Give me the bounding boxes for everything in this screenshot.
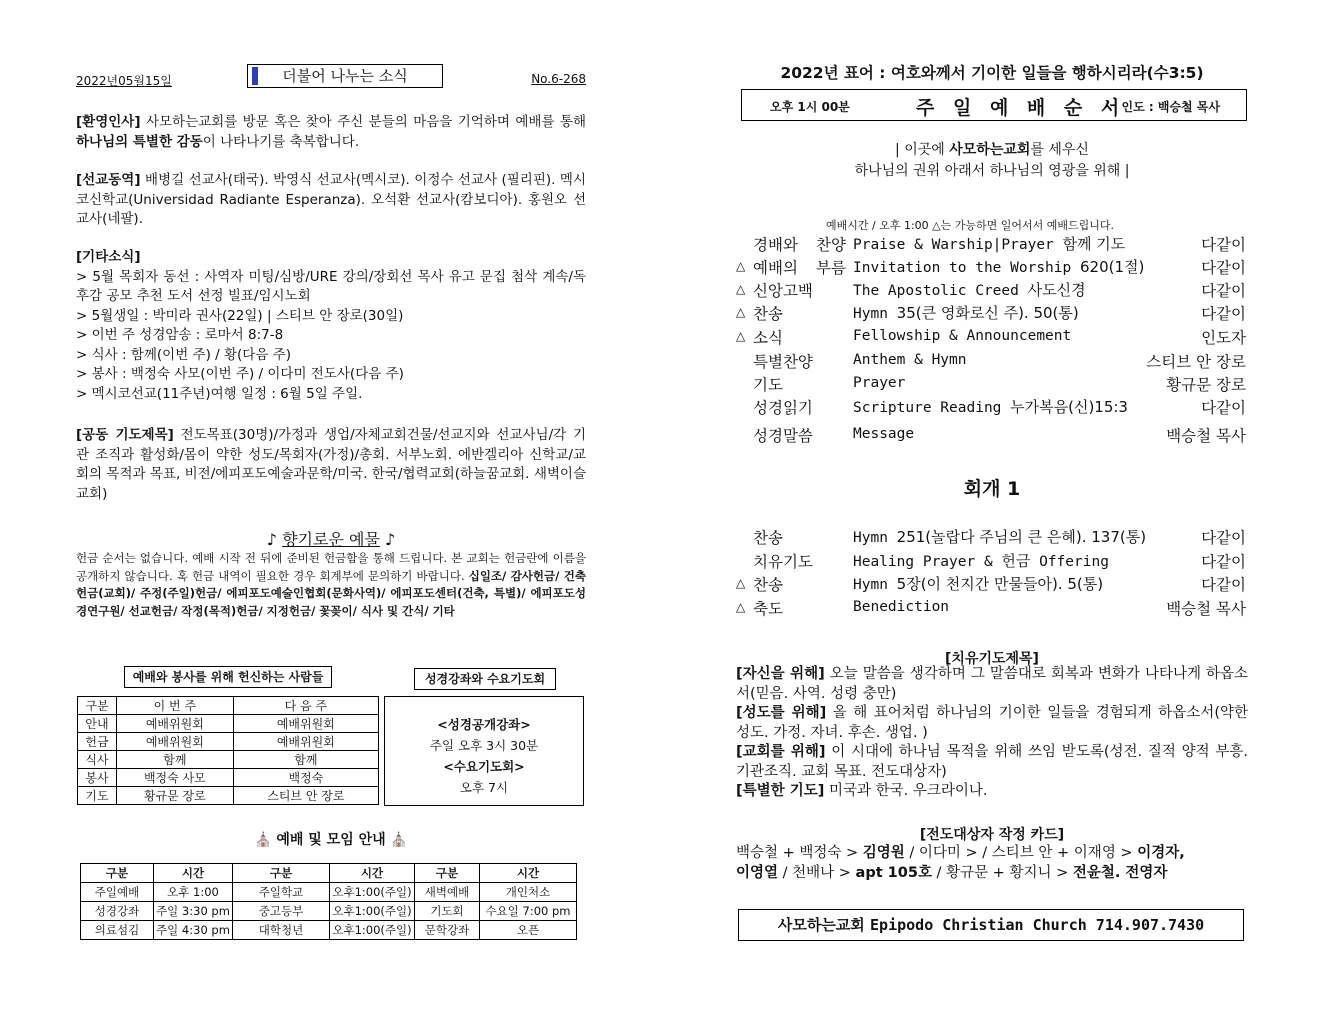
order-row [736, 326, 1248, 348]
table-cell: 주일예배 [81, 883, 154, 902]
order-row [736, 550, 1248, 572]
table-row [78, 733, 379, 751]
table-header-row [78, 697, 379, 715]
table-header: 이 번 주 [117, 697, 234, 715]
footer-church-name: 사모하는교회 [777, 916, 871, 934]
order-item-person: 인도자 [1201, 329, 1246, 347]
table-cell: 헌금 [78, 733, 117, 751]
offering-heading: 향기로운 예물 [282, 530, 380, 549]
table-header: 구분 [78, 697, 117, 715]
table-cell: 스티브 안 장로 [233, 787, 378, 805]
order-item-person: 백승철 목사 [1166, 600, 1246, 618]
list-item [736, 743, 1248, 782]
table-cell: 백정숙 사모 [117, 769, 234, 787]
table-header: 다 음 주 [233, 697, 378, 715]
stand-mark: △ [736, 305, 746, 319]
order-desc-ko: 5장(이 천지간 만물들아). 5(통) [896, 575, 1104, 593]
table-cell: 새벽예배 [415, 883, 480, 902]
order-desc-ko: 누가복음(신)15:3 [1010, 398, 1128, 416]
order-item-name: 성경읽기 [753, 399, 813, 417]
table-header: 구분 [415, 864, 480, 883]
order-desc-ko: 251(놀랍다 주님의 큰 은혜). 137(통) [896, 528, 1147, 546]
order-item-name: 축도 [753, 600, 783, 618]
welcome-text: 사모하는교회를 방문 혹은 찾아 주신 분들의 마음을 기억하며 예배를 통해 [140, 114, 586, 130]
stand-mark: △ [736, 329, 746, 343]
card-name: 전윤철. 전영자 [1072, 865, 1168, 881]
table-cell: 오후1:00(주일) [330, 921, 415, 940]
prayer-item-text: 오늘 말씀을 생각하며 그 말씀대로 회복과 변화가 나타나게 하옵소서(믿음. 사역. 성령 충만) [736, 666, 1249, 702]
table-cell: 주일 4:30 pm [154, 921, 233, 940]
table-header: 구분 [81, 864, 154, 883]
table-header: 시간 [480, 864, 577, 883]
order-desc-en: The Apostolic Creed [853, 283, 1028, 299]
order-desc-en: Hymn [853, 530, 897, 546]
order-item-name: 찬송 [753, 305, 783, 323]
servers-label: 예배와 봉사를 위해 헌신하는 사람들 [124, 666, 332, 688]
healing-prayer-list [736, 665, 1248, 802]
table-cell: 주일학교 [233, 883, 330, 902]
stand-mark: △ [736, 259, 746, 273]
offering-types: 십일조/ 감사헌금/ 건축헌금(교회)/ 주정(주일)헌금/ 에피포도예술인협회(문화사역)/ 에피포도센터(건축, 특별)/ 에피포도성경연구원/ 선교헌금/ 작정(목적)헌금/ 지정헌금/ 꽃꽂이/ 식사 및 간식/ 기타 [76, 568, 586, 618]
order-desc-ko: 35(큰 영화로신 주). 50(통) [896, 304, 1079, 322]
order-item-desc [853, 373, 905, 391]
order-desc-en: Benediction [853, 599, 950, 615]
bulletin-date: 2022년05월15일 [76, 74, 172, 88]
table-cell: 예배위원회 [233, 733, 378, 751]
offering-desc: 헌금 순서는 없습니다. 예배 시작 전 뒤에 준비된 헌금함을 통해 드립니다. 본 교회는 헌금란에 이름을 공개하지 않습니다. 혹 헌금 내역이 필요한 경우 회계부에 문의하기 바랍니다. [76, 551, 587, 583]
study-time: 주일 오후 3시 30분 [429, 738, 539, 753]
table-row [78, 751, 379, 769]
news-item: > 봉사 : 백정숙 사모(이번 주) / 이다미 전도사(다음 주) [76, 366, 404, 382]
table-cell: 중고등부 [233, 902, 330, 921]
order-item-name: 성경말씀 [753, 427, 813, 445]
order-item-person: 백승철 목사 [1166, 427, 1246, 445]
mission-section [76, 171, 586, 230]
order-item-name: 찬송 [753, 576, 783, 594]
order-item-desc [853, 424, 914, 442]
table-cell: 오후1:00(주일) [330, 883, 415, 902]
news-title: 더불어 나누는 소식 [247, 64, 443, 88]
table-cell: 오픈 [480, 921, 577, 940]
mission-label: [선교동역] [76, 172, 141, 188]
order-item-desc [853, 573, 1103, 594]
section-title: 회개 1 [963, 478, 1021, 500]
news-item: > 식사 : 함께(이번 주) / 황(다음 주) [76, 346, 291, 363]
church-verse [736, 140, 1248, 182]
order-item-name: 특별찬양 [753, 353, 813, 371]
table-cell: 주일 3:30 pm [154, 902, 233, 921]
wednesday-prayer-title: <수요기도회> [443, 759, 525, 774]
welcome-section [76, 113, 586, 152]
order-item-desc [853, 396, 1128, 417]
order-row [736, 279, 1248, 301]
order-row [736, 350, 1248, 372]
order-desc-en: Hymn [853, 577, 897, 593]
order-item-name: 기도 [753, 376, 783, 394]
table-cell: 식사 [78, 751, 117, 769]
table-cell: 수요일 7:00 pm [480, 902, 577, 921]
order-desc-en: Anthem & Hymn [853, 352, 967, 368]
welcome-label: [환영인사] [76, 114, 141, 130]
order-item-name: 경배와 찬양 [753, 236, 846, 254]
verse-text: 를 세우신 [1030, 142, 1089, 158]
info-table [80, 863, 577, 940]
order-row [736, 424, 1248, 446]
order-desc-ko: 헌금 [1001, 552, 1031, 570]
order-row [736, 302, 1248, 324]
table-cell: 대학청년 [233, 921, 330, 940]
card-text: / 황규문 + 황지니 > [931, 865, 1073, 881]
news-item: > 5월 목회자 동선 : 사역자 미팅/심방/URE 강의/장회선 목사 유고 문집 첨삭 계속/독후감 공모 추천 도서 선정 빌표/임시노회 [76, 268, 586, 304]
order-desc-ko: 620(1절) [1079, 258, 1145, 276]
order-row [736, 233, 1248, 255]
order-item-desc [853, 597, 949, 615]
verse-text: | 이곳에 [895, 142, 950, 158]
table-cell: 황규문 장로 [117, 787, 234, 805]
order-row [736, 396, 1248, 418]
table-cell: 예배위원회 [117, 715, 234, 733]
table-cell: 함께 [117, 751, 234, 769]
table-header-row [81, 864, 577, 883]
table-row [78, 715, 379, 733]
prayer-item-text: 올 해 표어처럼 하나님의 기이한 일들을 경험되게 하옵소서(약한 성도. 가정. 자녀. 후손. 생업. ) [736, 705, 1248, 741]
order-item-person: 다같이 [1201, 259, 1246, 277]
table-header: 구분 [233, 864, 330, 883]
prayer-item-label: [교회를 위해] [736, 744, 826, 760]
order-item-name: 예배의 부름 [753, 259, 846, 277]
music-note-icon: ♪ [266, 530, 277, 549]
order-desc-ko: 사도신경 [1027, 281, 1086, 299]
order-desc-en: Message [853, 426, 915, 442]
order-item-desc [853, 350, 967, 368]
order-item-name: 소식 [753, 329, 783, 347]
music-note-icon: ♪ [385, 530, 396, 549]
service-time: 오후 1시 00분 [770, 100, 850, 114]
list-item [736, 782, 1248, 802]
order-row [736, 573, 1248, 595]
stand-mark: △ [736, 576, 746, 590]
table-row [81, 921, 577, 940]
order-desc-en: Scripture Reading [853, 400, 1011, 416]
healing-prayer-title: [치유기도제목] [945, 651, 1039, 667]
order-item-desc [853, 302, 1079, 323]
table-cell: 예배위원회 [233, 715, 378, 733]
welcome-text-end: 이 나타나기를 축복합니다. [202, 133, 360, 150]
table-cell: 의료섬김 [81, 921, 154, 940]
table-cell: 개인처소 [480, 883, 577, 902]
card-name: apt 105호 [855, 865, 932, 881]
table-cell: 기도회 [415, 902, 480, 921]
card-text: 백승철 + 백정숙 > [736, 845, 863, 861]
offering-text [76, 550, 586, 620]
order-item-name: 찬송 [753, 529, 783, 547]
prayer-item-label: [특별한 기도] [736, 783, 825, 799]
order-item-person: 다같이 [1201, 282, 1246, 300]
order-item-person: 다같이 [1201, 529, 1246, 547]
study-label: 성경강좌와 수요기도회 [414, 668, 556, 690]
mission-text: 배병길 선교사(태국). 박영식 선교사(멕시코). 이정수 선교사 (필리핀). 멕시코신학교(Universidad Radiante Esperanza). 오석환 선교사(캄보디아). 홍원오 선교사(네팔). [76, 172, 586, 227]
table-cell: 함께 [233, 751, 378, 769]
prayer-text: 전도목표(30명)/가정과 생업/자체교회건물/선교지와 선교사님/각 기관 조직과 활성화/몸이 약한 성도/목회자(가정)/총회. 서부노회. 에반겔리아 신학교/교회의 목적과 목표, 비전/에피포도예술과문학/미국. 한국/협력교회(하늘꿈교회. 새벽이슬교회) [76, 427, 586, 502]
prayer-label: [공동 기도제목] [76, 427, 174, 443]
table-cell: 오후 1:00 [154, 883, 233, 902]
other-news-section [76, 248, 586, 404]
servers-table [77, 696, 379, 805]
order-header [741, 89, 1247, 121]
order-desc-en: Praise & Warship|Prayer [853, 237, 1063, 253]
order-item-person: 스티브 안 장로 [1146, 353, 1246, 371]
footer-contact: Epipodo Christian Church 714.907.7430 [870, 916, 1205, 934]
order-item-person: 다같이 [1201, 576, 1246, 594]
order-item-person: 다같이 [1201, 399, 1246, 417]
year-motto: 2022년 표어 : 여호와께서 기이한 일들을 행하시리라(수3:5) [780, 64, 1204, 82]
church-icon: ⛪ [254, 832, 272, 848]
bulletin-number: No.6-268 [531, 72, 586, 86]
welcome-emphasis: 하나님의 특별한 감동 [76, 133, 203, 150]
evangelism-card [736, 843, 1248, 883]
order-desc-en: Healing Prayer & [853, 554, 1002, 570]
order-item-person: 황규문 장로 [1166, 376, 1246, 394]
order-desc-ko: 함께 기도 [1062, 235, 1126, 253]
table-cell: 기도 [78, 787, 117, 805]
church-name: 사모하는교회 [949, 142, 1031, 158]
order-row [736, 256, 1248, 278]
order-item-desc [853, 526, 1146, 547]
table-cell: 문학강좌 [415, 921, 480, 940]
table-row [81, 902, 577, 921]
service-leader: 인도 : 백승철 목사 [1121, 100, 1220, 114]
table-cell: 봉사 [78, 769, 117, 787]
card-name: 김영원 [862, 845, 905, 861]
stand-mark: △ [736, 282, 746, 296]
list-item [736, 665, 1248, 704]
order-title: 주 일 예 배 순 서 [916, 97, 1126, 119]
info-title [76, 829, 586, 849]
list-item [736, 704, 1248, 743]
table-row [78, 769, 379, 787]
prayer-item-label: [자신을 위해] [736, 666, 825, 682]
stand-mark: △ [736, 600, 746, 614]
order-item-person: 다같이 [1201, 236, 1246, 254]
card-title: [전도대상자 작정 카드] [919, 827, 1065, 843]
order-desc-en: Offering [1030, 554, 1109, 570]
left-header [76, 64, 586, 90]
church-footer [738, 909, 1244, 941]
table-header: 시간 [154, 864, 233, 883]
table-cell: 백정숙 [233, 769, 378, 787]
order-item-desc [853, 550, 1109, 571]
other-news-label: [기타소식] [76, 249, 141, 265]
table-cell: 성경강좌 [81, 902, 154, 921]
table-header: 시간 [330, 864, 415, 883]
prayer-item-text: 이 시대에 하나님 목적을 위해 쓰임 받도록(성전. 질적 양적 부흥. 기관조직. 교회 목표. 전도대상자) [736, 744, 1249, 780]
church-icon: ⛪ [390, 832, 408, 848]
order-item-desc [853, 233, 1125, 254]
order-item-desc [853, 326, 1071, 344]
order-item-desc [853, 256, 1144, 277]
news-item: > 이번 주 성경암송 : 로마서 8:7-8 [76, 327, 284, 343]
order-desc-en: Invitation to the Worship [853, 260, 1080, 276]
prayer-item-text: 미국과 한국. 우크라이나. [824, 783, 988, 799]
table-cell: 안내 [78, 715, 117, 733]
wednesday-prayer-time: 오후 7시 [459, 780, 509, 795]
prayer-section [76, 426, 586, 504]
prayer-item-label: [성도를 위해] [736, 705, 827, 721]
info-heading: 예배 및 모임 안내 [276, 832, 386, 848]
order-item-desc [853, 279, 1086, 300]
order-item-name: 치유기도 [753, 553, 813, 571]
table-cell: 오후1:00(주일) [330, 902, 415, 921]
order-row [736, 373, 1248, 395]
order-desc-en: Prayer [853, 375, 906, 391]
table-row [81, 883, 577, 902]
news-item: > 멕시코선교(11주년)여행 일정 : 6월 5일 주일. [76, 385, 363, 402]
card-text: / 이다미 > / 스티브 안 + 이재영 > [904, 845, 1138, 861]
order-item-name: 신앙고백 [753, 282, 813, 300]
order-item-person: 다같이 [1201, 305, 1246, 323]
card-name: 이영열 [736, 865, 779, 881]
order-desc-en: Hymn [853, 306, 897, 322]
offering-title [76, 527, 586, 550]
news-item: > 5월생일 : 박미라 권사(22일) | 스티브 안 장로(30일) [76, 307, 404, 324]
table-cell: 예배위원회 [117, 733, 234, 751]
table-row [78, 787, 379, 805]
order-item-person: 다같이 [1201, 553, 1246, 571]
order-row [736, 597, 1248, 619]
study-title: <성경공개강좌> [437, 717, 531, 732]
card-text: / 천배나 > [778, 865, 856, 881]
verse-text: 하나님의 권위 아래서 하나님의 영광을 위해 | [854, 163, 1130, 179]
study-box [384, 696, 584, 806]
card-name: 이경자, [1137, 845, 1185, 861]
order-desc-en: Fellowship & Announcement [853, 328, 1072, 344]
service-note: 예배시간 / 오후 1:00 △는 가능하면 일어서서 예배드립니다. [826, 219, 1114, 232]
order-row [736, 526, 1248, 548]
